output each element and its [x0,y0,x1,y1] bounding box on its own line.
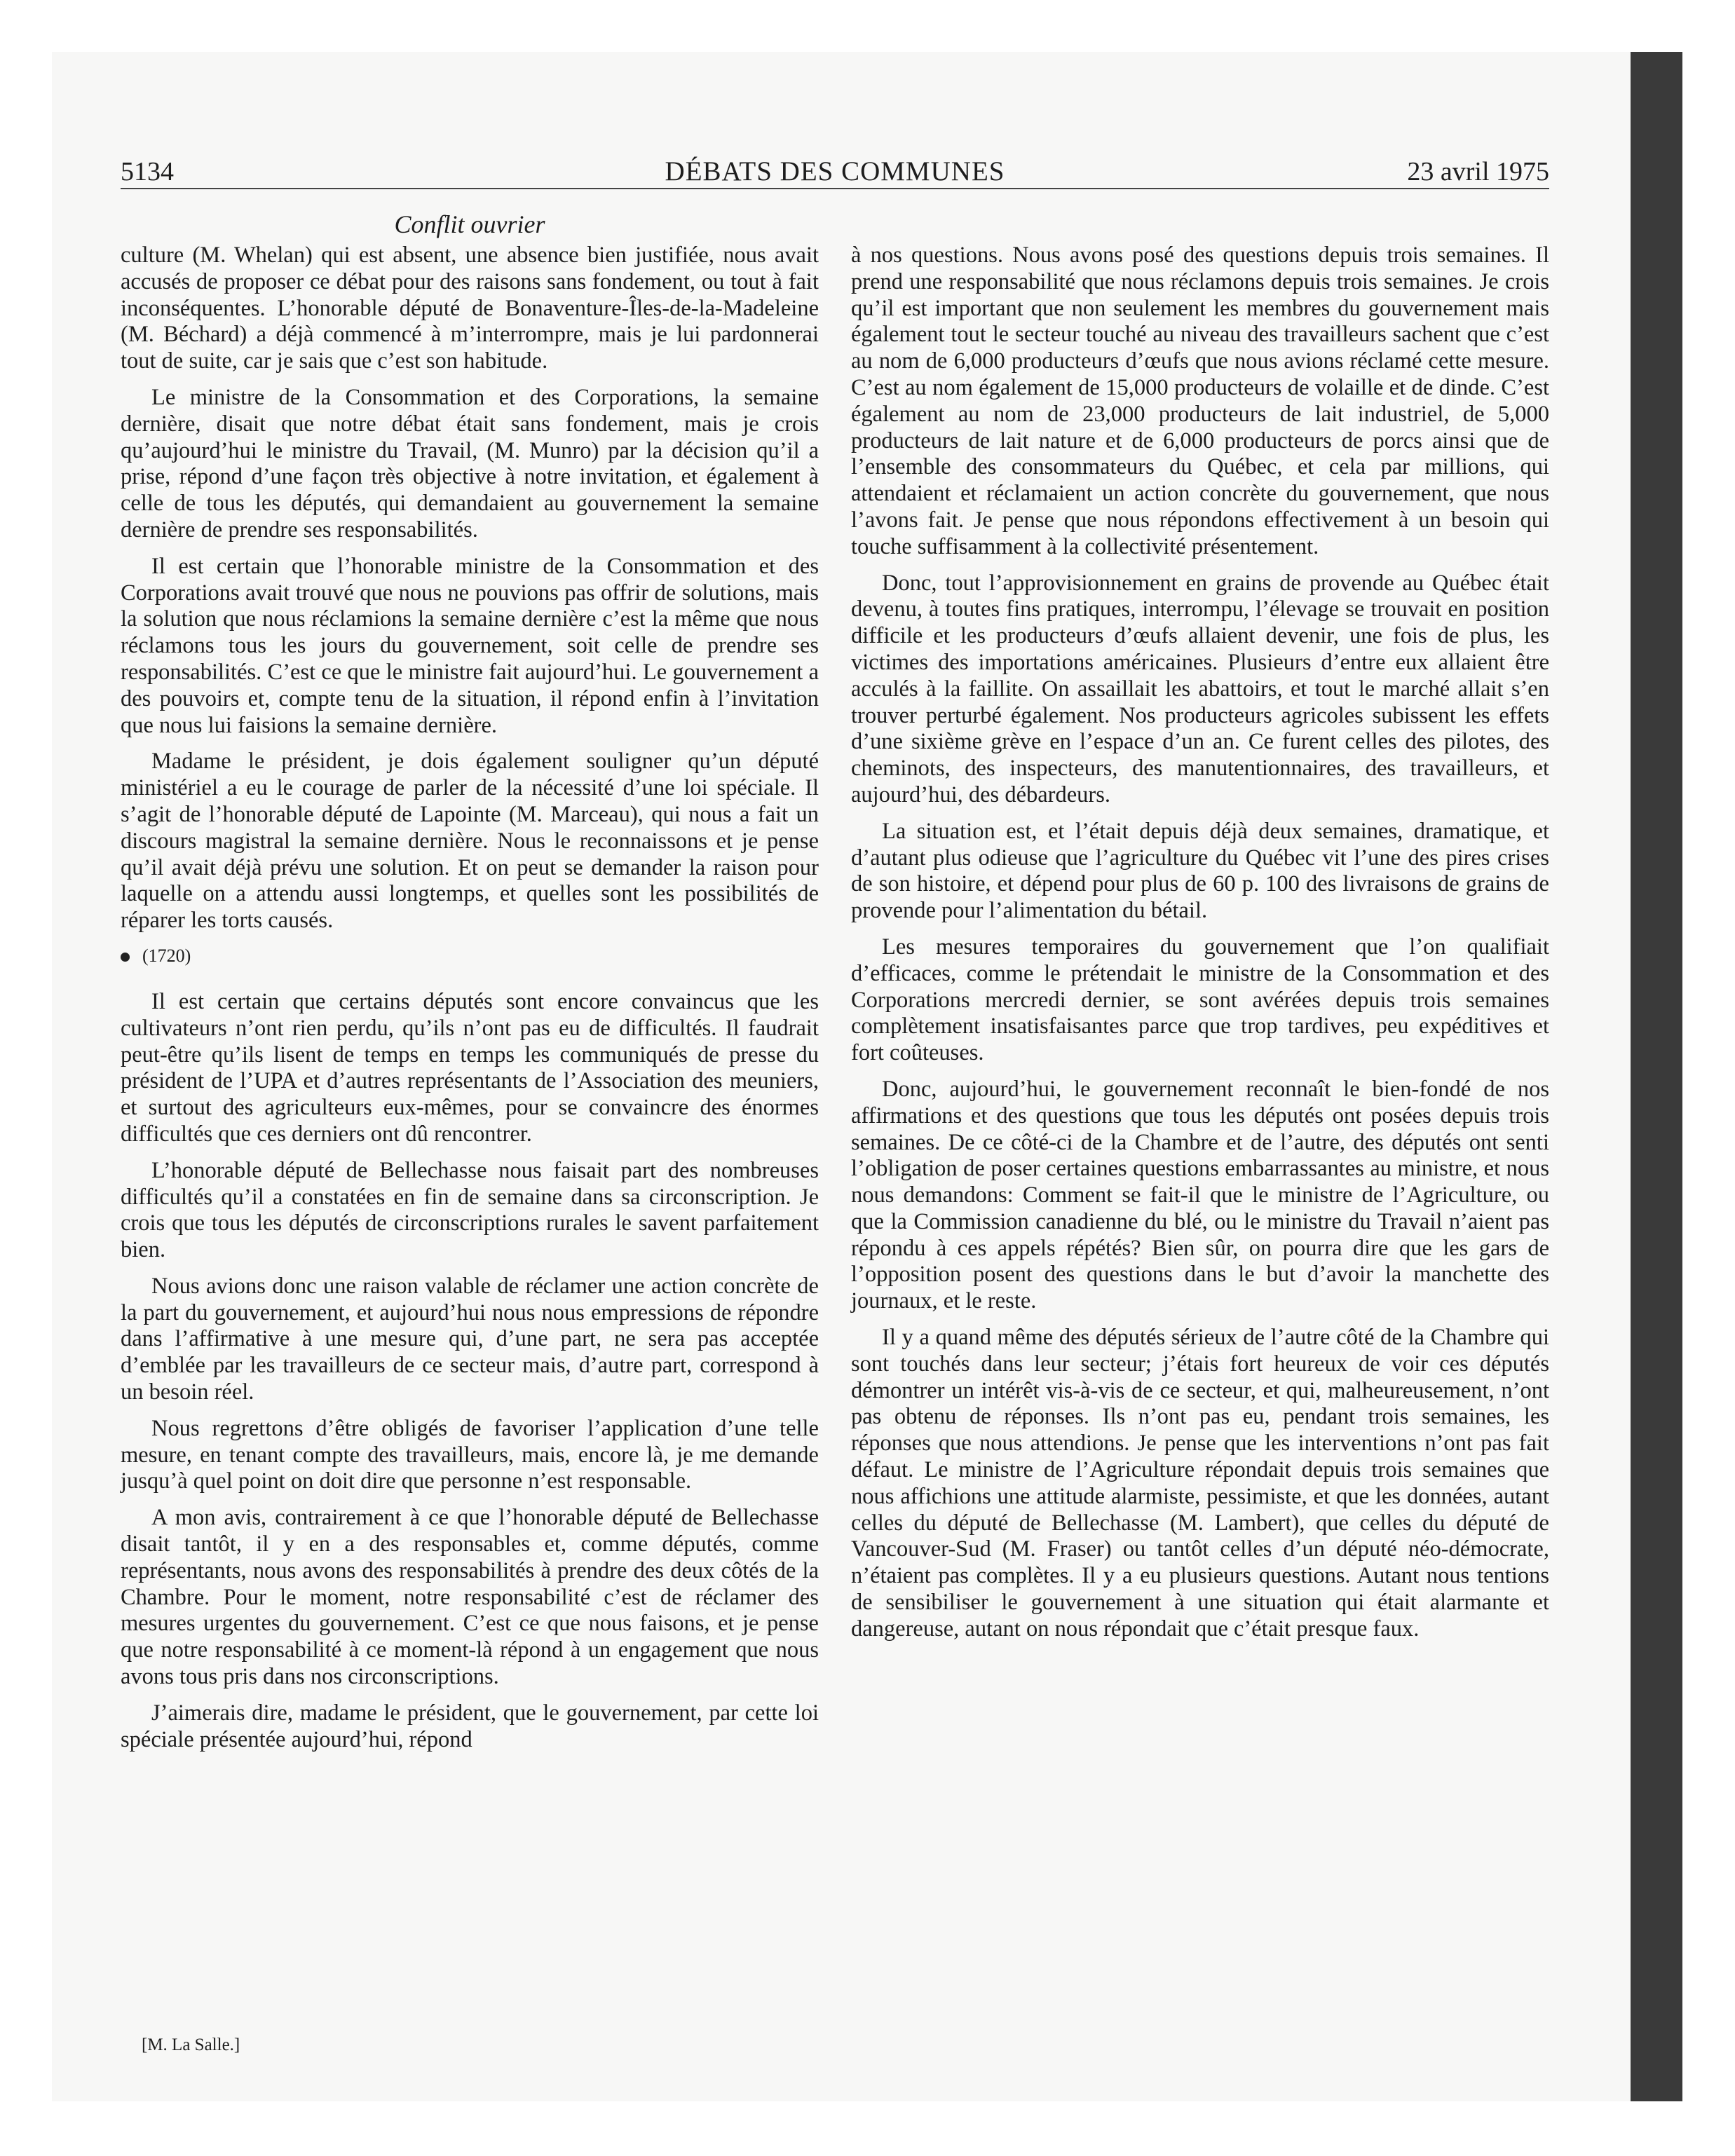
paragraph: Donc, aujourd’hui, le gouvernement reconnaît le bien-fondé de nos affirmations et des questions que tous les députés ont posées depuis trois semaines. De ce côté-ci de la Chambre et de l’autre, des députés ont senti l’obligation de poser certaines questions embarrassantes au ministre, et nous nous demandons: Comment se fait-il que le ministre de l’Agriculture, ou que la Commission canadienne du blé, ou le ministre du Travail n’aient pas répondu à ces appels répétés? Bien sûr, on pourra dire que les gars de l’opposition posent des questions dans le but d’avoir la manchette des journaux, et le reste. [851,1076,1549,1314]
paragraph: culture (M. Whelan) qui est absent, une absence bien justifiée, nous avait accusés de proposer ce débat pour des raisons sans fondement, ou tout à fait inconséquentes. L’honorable député de Bonaventure-Îles-de-la-Madeleine (M. Béchard) a déjà commencé à m’interrompre, mais je lui pardonnerai tout de suite, car je sais que c’est son habitude. [121,243,819,374]
time-marker [121,944,819,968]
right-column [851,243,1549,1653]
paragraph: Nous avions donc une raison valable de réclamer une action concrète de la part du gouvernement, et aujourd’hui nous nous empressions de répondre dans l’affirmative à une mesure qui, d’une part, ne sera pas acceptée d’emblée par les travailleurs de ce secteur mais, d’autre part, correspond à un besoin réel. [121,1273,819,1405]
paragraph: Le ministre de la Consommation et des Corporations, la semaine dernière, disait que notre débat était sans fondement, mais je crois qu’aujourd’hui le ministre du Travail, (M. Munro) par la décision qu’il a prise, répond d’une façon très objective à notre invitation, et également à celle de tous les députés, qui demandaient au gouvernement la semaine dernière de prendre ses responsabilités. [121,384,819,543]
paragraph: J’aimerais dire, madame le président, que le gouvernement, par cette loi spéciale présentée aujourd’hui, répond [121,1700,819,1752]
paragraph: Donc, tout l’approvisionnement en grains de provende au Québec était devenu, à toutes fins pratiques, interrompu, l’élevage se trouvait en position difficile et les producteurs d’œufs allaient devenir, une fois de plus, les victimes des importations américaines. Plusieurs d’entre eux allaient être acculés à la faillite. On assaillait les abattoirs, et tout le marché allait s’en trouver perturbé également. Nos producteurs agricoles subissent les effets d’une sixième grève en l’espace d’un an. Ce furent celles des pilotes, des cheminots, des inspecteurs, des manutentionnaires, des travailleurs, et aujourd’hui, des débardeurs. [851,570,1549,807]
scan-edge-shadow [1631,52,1682,2101]
paragraph: La situation est, et l’était depuis déjà deux semaines, dramatique, et d’autant plus odieuse que l’agriculture du Québec vit l’une des pires crises de son histoire, et dépend pour plus de 60 p. 100 des livraisons de grains de provende pour l’alimentation du bétail. [851,818,1549,924]
header-date: 23 avril 1975 [1407,157,1549,186]
page-header [121,156,1549,189]
running-title: DÉBATS DES COMMUNES [665,156,1005,186]
paragraph: Madame le président, je dois également souligner qu’un député ministériel a eu le courage de parler de la nécessité d’une loi spéciale. Il s’agit de l’honorable député de Lapointe (M. Marceau), qui nous a fait un discours magistral la semaine dernière. Nous le reconnaissons et je pense qu’il avait déjà prévu une solution. Et on peut se demander la raison pour laquelle on a attendu aussi longtemps, et quelles sont les possibilités de réparer les torts causés. [121,749,819,934]
paragraph: à nos questions. Nous avons posé des questions depuis trois semaines. Il prend une responsabilité que nous réclamons depuis trois semaines. Je crois qu’il est important que non seulement les membres du gouvernement mais également tout le secteur touché au niveau des travailleurs sachent que c’est au nom de 6,000 producteurs d’œufs que nous avions réclamé cette mesure. C’est au nom également de 15,000 producteurs de volaille et de dinde. C’est également au nom de 23,000 producteurs de lait industriel, de 5,000 producteurs de lait nature et de 6,000 producteurs de porcs ainsi que de l’ensemble des consommateurs du Québec, et cela par millions, qui attendaient et réclamaient un action concrète du gouvernement, que nous l’avons fait. Je pense que nous répondons effectivement à un besoin qui touche suffisamment à la collectivité présentement. [851,243,1549,559]
paragraph: Il y a quand même des députés sérieux de l’autre côté de la Chambre qui sont touchés dans leur secteur; j’étais fort heureux de voir ces députés démontrer un intérêt vis-à-vis de ce secteur, et qui, malheureusement, n’ont pas obtenu de réponses. Ils n’ont pas eu, pendant trois semaines, les réponses que nous attendions. Je pense que les interventions n’ont pas fait défaut. Le ministre de l’Agriculture répondait depuis trois semaines que nous affichions une attitude alarmiste, pessimiste, et que les données, autant celles du député de Bellechasse (M. Lambert), que celles du député de Vancouver-Sud (M. Fraser) ou tantôt celles d’un député néo-démocrate, n’étaient pas complètes. Il y a eu plusieurs questions. Autant nous tentions de sensibiliser le gouvernement à une situation qui était alarmante et dangereuse, autant on nous répondait que c’était presque faux. [851,1325,1549,1642]
left-column [121,243,819,1763]
paragraph: A mon avis, contrairement à ce que l’honorable député de Bellechasse disait tantôt, il y en a des responsables et, comme députés, comme représentants, nous avons des responsabilités à prendre des deux côtés de la Chambre. Pour le moment, notre responsabilité c’est de réclamer des mesures urgentes du gouvernement. C’est ce que nous faisons, et je pense que notre responsabilité à ce moment-là répond à un engagement que nous avons tous pris dans nos circonscriptions. [121,1505,819,1690]
paragraph: Il est certain que certains députés sont encore convaincus que les cultivateurs n’ont rien perdu, qu’ils n’ont pas eu de difficultés. Il faudrait peut-être qu’ils lisent de temps en temps les communiqués de presse du président de l’UPA et d’autres représentants de l’Association des meuniers, et surtout des agriculteurs eux-mêmes, pour se convaincre des énormes difficultés que ces derniers ont dû rencontrer. [121,988,819,1147]
paragraph: Nous regrettons d’être obligés de favoriser l’application d’une telle mesure, en tenant compte des travailleurs, mais, encore là, je me demande jusqu’à quel point on doit dire que personne n’est responsable. [121,1415,819,1494]
section-title: Conflit ouvrier [394,210,545,238]
paragraph: Il est certain que l’honorable ministre de la Consommation et des Corporations avait trouvé que nous ne pouvions pas offrir de solutions, mais la solution que nous réclamions la semaine dernière c’est la même que nous réclamons tous les jours du gouvernement, soit celle de prendre ses responsabilités. C’est ce que le ministre fait aujourd’hui. Le gouvernement a des pouvoirs et, compte tenu de la situation, il répond enfin à l’invitation que nous lui faisions la semaine dernière. [121,553,819,738]
page-number: 5134 [121,157,174,186]
paragraph: Les mesures temporaires du gouvernement que l’on qualifiait d’efficaces, comme le prétendait le ministre de la Consommation et des Corporations mercredi dernier, se sont avérées depuis trois semaines complètement insatisfaisantes parce que trop tardives, peu expéditives et fort coûteuses. [851,934,1549,1066]
bullet-icon [121,953,130,962]
paragraph: L’honorable député de Bellechasse nous faisait part des nombreuses difficultés qu’il a constatées en fin de semaine dans sa circonscription. Je crois que tous les députés de circonscriptions rurales le savent parfaitement bien. [121,1157,819,1263]
speaker-attribution: [M. La Salle.] [142,2035,240,2054]
time-marker-text: (1720) [142,945,191,966]
